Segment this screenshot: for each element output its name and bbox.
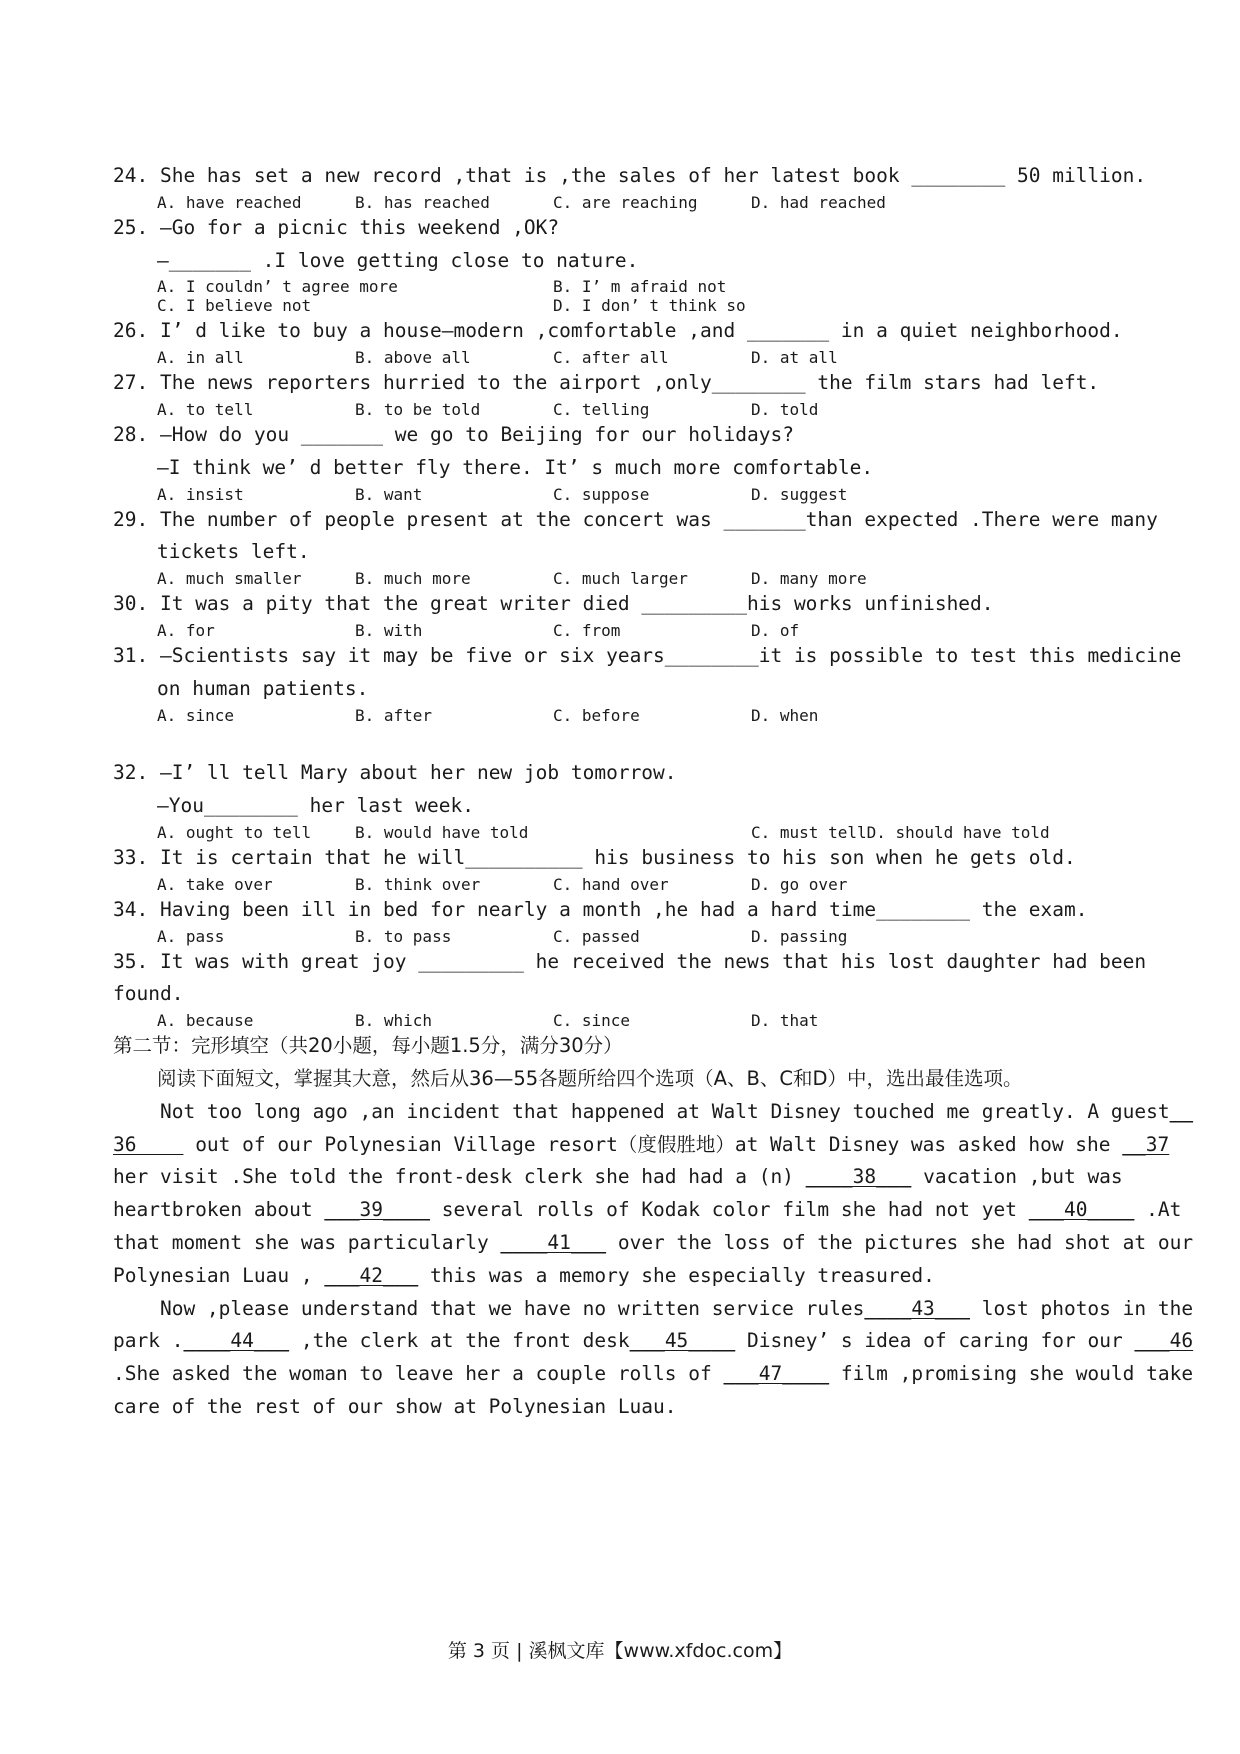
passage-line xyxy=(113,1293,1194,1326)
stem-text: his business to his son when he gets old. xyxy=(582,845,1076,869)
option: C. must tell xyxy=(751,822,867,842)
question-34 xyxy=(113,894,1133,946)
stem-text: he received the news that his lost daughter had been xyxy=(523,949,1147,973)
stem-text: —Scientists say it may be five or six years xyxy=(159,643,665,667)
cloze-blank: ___47____ xyxy=(723,1362,830,1386)
options-row xyxy=(113,823,1133,842)
question-number: 30. xyxy=(113,592,160,616)
blank-line xyxy=(113,725,1133,758)
stem-text: .I love getting close to nature. xyxy=(250,248,639,272)
option: C. telling xyxy=(553,399,650,419)
question-stem xyxy=(113,588,1133,621)
cloze-blank: ___42___ xyxy=(324,1263,419,1287)
stem-text: on human patients. xyxy=(157,676,369,700)
answer-blank: _______ xyxy=(746,319,830,343)
options-row xyxy=(113,277,1133,296)
cloze-blank: ___46 xyxy=(1134,1329,1194,1353)
cloze-blank: 36 xyxy=(113,1132,184,1156)
answer-blank: _______ xyxy=(723,507,806,531)
stem-text: She has set a new record ,that is ,the sales of her latest book xyxy=(159,164,912,187)
answer-blank: ________ xyxy=(876,897,971,921)
option: D. I don’ t think so xyxy=(553,296,746,316)
option: D. at all xyxy=(751,348,838,368)
question-number: 33. xyxy=(113,845,160,869)
question-number: 28. xyxy=(113,422,160,446)
question-35 xyxy=(113,946,1147,1031)
question-stem xyxy=(113,536,1133,569)
passage-line xyxy=(113,1161,1133,1194)
answer-blank: __________ xyxy=(465,845,583,869)
cloze-blank: ____43___ xyxy=(864,1296,971,1320)
options-row xyxy=(113,193,1133,212)
passage-line xyxy=(113,1325,1194,1358)
passage-text: over the loss of the pictures she had shot at our xyxy=(606,1230,1194,1254)
question-stem xyxy=(113,367,1133,400)
stem-text: tickets left. xyxy=(157,540,310,564)
question-number: 26. xyxy=(113,319,160,343)
answer-blank: _________ xyxy=(641,592,747,616)
question-stem xyxy=(113,212,1133,245)
passage-line xyxy=(113,1096,1194,1129)
question-stem xyxy=(113,504,1158,537)
stem-text: the film stars had left. xyxy=(805,371,1100,395)
answer-blank: _______ xyxy=(168,248,251,272)
answer-blank: _______ xyxy=(300,422,384,446)
passage-text: park . xyxy=(113,1329,184,1353)
stem-text: in a quiet neighborhood. xyxy=(829,319,1123,343)
passage-text: ,the clerk at the front desk xyxy=(289,1329,630,1353)
stem-text: —I’ ll tell Mary about her new job tomorrow. xyxy=(159,761,677,785)
question-number: 31. xyxy=(113,643,160,667)
options-row xyxy=(113,348,1133,367)
passage-text: Polynesian Luau , xyxy=(113,1263,325,1287)
answer-blank: _________ xyxy=(418,949,524,973)
question-stem xyxy=(113,245,1133,278)
stem-text: 50 million. xyxy=(1005,164,1147,187)
passage-line xyxy=(113,1227,1194,1260)
cloze-blank: __ xyxy=(1169,1099,1194,1123)
question-number: 35. xyxy=(113,949,160,973)
option: C. from xyxy=(553,620,621,640)
option: B. would have told xyxy=(355,822,529,842)
stem-text: than expected .There were many xyxy=(805,507,1158,531)
cloze-blank: ____44___ xyxy=(183,1329,290,1353)
option: A. much smaller xyxy=(157,569,302,589)
cloze-blank: ___40____ xyxy=(1028,1198,1135,1222)
question-stem xyxy=(113,790,1133,823)
passage-line xyxy=(113,1194,1182,1227)
option: B. much more xyxy=(355,569,471,589)
stem-text: —I think we’ d better fly there. It’ s much more comfortable. xyxy=(157,455,874,479)
cloze-blank: __37 xyxy=(1122,1132,1170,1156)
option: C. since xyxy=(553,1011,631,1031)
passage-text: out of our Polynesian Village resort（度假胜地）at Walt Disney was asked how she xyxy=(183,1132,1123,1156)
passage-text: her visit .She told the front-desk clerk she had had a (n) xyxy=(113,1165,806,1189)
passage-text: Not too long ago ,an incident that happened at Walt Disney touched me greatly. A guest xyxy=(113,1099,1170,1123)
option: A. ought to tell xyxy=(157,822,312,842)
stem-text: the exam. xyxy=(970,897,1088,921)
option: D. had reached xyxy=(751,192,886,212)
option: B. want xyxy=(355,484,423,504)
passage-line xyxy=(113,1129,1170,1162)
option: C. hand over xyxy=(553,874,669,894)
answer-blank: ________ xyxy=(711,371,806,395)
passage-text: Now ,please understand that we have no written service rules xyxy=(113,1296,865,1320)
option: A. because xyxy=(157,1011,254,1031)
option: A. I couldn’ t agree more xyxy=(157,277,398,297)
question-stem xyxy=(113,842,1133,875)
question-stem xyxy=(113,315,1133,348)
passage-line xyxy=(113,1358,1194,1391)
option: D. should have told xyxy=(866,822,1050,842)
option: B. has reached xyxy=(355,192,490,212)
answer-blank: ________ xyxy=(911,164,1006,187)
options-row xyxy=(113,296,1133,315)
option: B. I’ m afraid not xyxy=(553,277,727,297)
option: B. which xyxy=(355,1011,433,1031)
answer-blank: ________ xyxy=(203,794,298,818)
option: C. suppose xyxy=(553,484,650,504)
passage-line xyxy=(113,1260,1133,1293)
stem-text: It is certain that he will xyxy=(159,845,466,869)
cloze-blank: ___45____ xyxy=(629,1329,736,1353)
question-stem xyxy=(113,894,1133,927)
passage-text: film ,promising she would take xyxy=(829,1362,1194,1386)
option: B. above all xyxy=(355,348,471,368)
question-stem xyxy=(113,757,1133,790)
option: A. insist xyxy=(157,484,244,504)
option: A. take over xyxy=(157,874,273,894)
passage-text: .At xyxy=(1134,1198,1182,1222)
passage-line xyxy=(113,1391,1133,1424)
question-33 xyxy=(113,842,1133,894)
option: C. much larger xyxy=(553,569,688,589)
option: A. in all xyxy=(157,348,244,368)
stem-text: Having been ill in bed for nearly a month ,he had a hard time xyxy=(159,897,877,921)
option: A. have reached xyxy=(157,192,302,212)
stem-text: her last week. xyxy=(297,794,474,818)
answer-blank: ________ xyxy=(664,643,759,667)
option: B. with xyxy=(355,620,423,640)
question-number: 24. xyxy=(113,164,160,187)
options-row xyxy=(113,569,1133,588)
question-stem xyxy=(113,673,1133,706)
passage-text: several rolls of Kodak color film she had not yet xyxy=(430,1198,1029,1222)
option: A. pass xyxy=(157,926,225,946)
stem-text: —Go for a picnic this weekend ,OK? xyxy=(159,215,560,239)
option: C. I believe not xyxy=(157,296,312,316)
stem-text: his works unfinished. xyxy=(746,592,994,616)
option: B. to pass xyxy=(355,926,452,946)
stem-text: —How do you xyxy=(159,422,301,446)
option: D. many more xyxy=(751,569,867,589)
question-number: 29. xyxy=(113,507,160,531)
option: A. to tell xyxy=(157,399,254,419)
question-stem xyxy=(113,160,1147,193)
stem-text: The news reporters hurried to the airport ,only xyxy=(159,371,712,395)
stem-text: The number of people present at the concert was xyxy=(159,507,724,531)
section-title: 第二节：完形填空（共20小题，每小题1.5分，满分30分） xyxy=(113,1034,623,1058)
cloze-blank: ____38___ xyxy=(805,1165,912,1189)
passage-text: .She asked the woman to leave her a couple rolls of xyxy=(113,1362,724,1386)
passage-text: care of the rest of our show at Polynesian Luau. xyxy=(113,1394,677,1418)
option: D. told xyxy=(751,399,819,419)
stem-text: I’ d like to buy a house—modern ,comfortable ,and xyxy=(159,319,747,343)
options-row xyxy=(113,485,1133,504)
question-32 xyxy=(113,725,1133,842)
option: C. before xyxy=(553,705,640,725)
question-number: 32. xyxy=(113,761,160,785)
option: D. of xyxy=(751,620,800,640)
question-stem xyxy=(113,946,1147,979)
options-row xyxy=(113,400,1133,419)
page-footer: 第 3 页 | 溪枫文库【www.xfdoc.com】 xyxy=(447,1640,793,1662)
stem-text: found. xyxy=(113,982,184,1006)
passage-text: that moment she was particularly xyxy=(113,1230,501,1254)
question-stem xyxy=(113,419,1133,452)
question-stem xyxy=(113,640,1182,673)
question-24 xyxy=(113,160,1147,212)
options-row xyxy=(113,1011,1133,1030)
stem-text: It was with great joy xyxy=(159,949,419,973)
option: D. go over xyxy=(751,874,848,894)
passage-text: lost photos in the xyxy=(970,1296,1194,1320)
question-30 xyxy=(113,588,1133,640)
option: C. after all xyxy=(553,348,669,368)
stem-text: we go to Beijing for our holidays? xyxy=(383,422,794,446)
options-row xyxy=(113,875,1133,894)
option: B. to be told xyxy=(355,399,481,419)
passage-text: vacation ,but was xyxy=(911,1165,1123,1189)
option: B. after xyxy=(355,705,433,725)
question-28 xyxy=(113,419,1133,504)
option: D. passing xyxy=(751,926,848,946)
option: D. when xyxy=(751,705,819,725)
stem-text: it is possible to test this medicine xyxy=(758,643,1182,667)
cloze-blank: ___39____ xyxy=(324,1198,430,1222)
options-row xyxy=(113,927,1133,946)
option: D. suggest xyxy=(751,484,848,504)
stem-text: —You xyxy=(157,794,204,818)
stem-text: — xyxy=(157,248,169,272)
question-stem xyxy=(113,978,1133,1011)
question-25 xyxy=(113,212,1133,316)
option: A. for xyxy=(157,620,215,640)
question-number: 25. xyxy=(113,215,160,239)
passage-text: heartbroken about xyxy=(113,1198,325,1222)
option: D. that xyxy=(751,1011,819,1031)
question-stem xyxy=(113,452,1133,485)
options-row xyxy=(113,706,1133,725)
options-row xyxy=(113,621,1133,640)
stem-text: It was a pity that the great writer died xyxy=(159,592,642,616)
cloze-blank: ____41___ xyxy=(500,1230,607,1254)
section-instruction: 阅读下面短文，掌握其大意，然后从36—55各题所给四个选项（A、B、C和D）中，选出最佳选项。 xyxy=(157,1066,1023,1090)
option: A. since xyxy=(157,705,235,725)
question-31 xyxy=(113,640,1182,725)
document-page xyxy=(113,160,1194,1424)
option: C. passed xyxy=(553,926,640,946)
question-26 xyxy=(113,315,1133,367)
question-29 xyxy=(113,504,1158,589)
option: C. are reaching xyxy=(553,192,698,212)
passage-text: Disney’ s idea of caring for our xyxy=(735,1329,1135,1353)
question-number: 27. xyxy=(113,371,160,395)
option: B. think over xyxy=(355,874,481,894)
passage-text: this was a memory she especially treasured. xyxy=(418,1263,935,1287)
question-27 xyxy=(113,367,1133,419)
question-number: 34. xyxy=(113,897,160,921)
